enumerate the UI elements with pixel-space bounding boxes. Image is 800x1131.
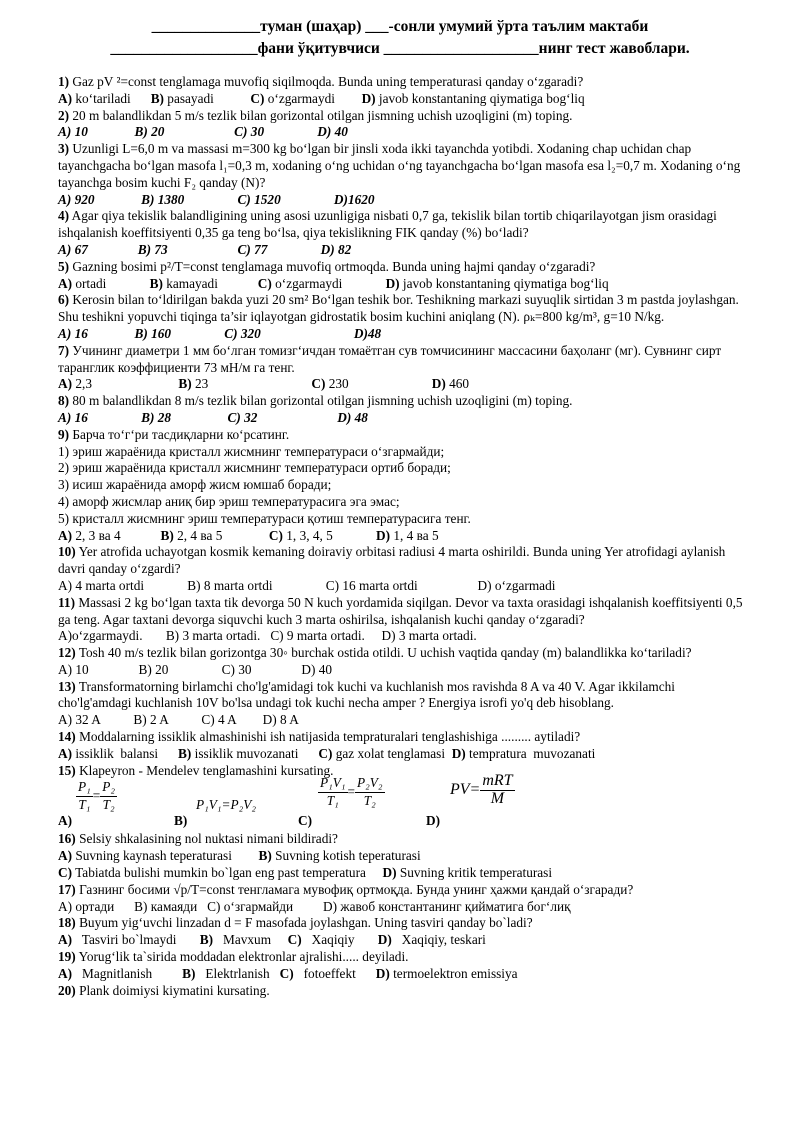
option-letter: C) — [318, 745, 333, 761]
header-teacher-line: ___________________фани ўқитувчиси ____________________нинг тест жавоблари. — [110, 40, 690, 57]
option-letter: C) — [287, 932, 302, 948]
option-text: javob konstantaning qiymatiga bog‘liq — [375, 90, 585, 106]
option-text: Suvning kotish teperaturasi — [271, 848, 421, 864]
option-letter: B) — [149, 275, 163, 291]
denominator: T₂ — [363, 793, 376, 809]
question-20 — [58, 983, 748, 1000]
question-12 — [58, 645, 748, 662]
numerator: P₂V₂ — [355, 775, 385, 793]
option-text: 1, 3, 4, 5 — [282, 527, 377, 543]
option-letter: A) — [58, 812, 73, 828]
option-letter: C) — [268, 527, 283, 543]
equals-sign: = — [92, 788, 101, 804]
option-text: termoelektron emissiya — [389, 965, 518, 981]
option-text: 460 — [445, 376, 470, 392]
option-letter: A) — [58, 745, 73, 761]
question-text: Selsiy shkalasining nol nuktasi nimani bildiradi? — [79, 831, 338, 847]
option-text: 2, 4 ва 5 — [173, 527, 269, 543]
option-letter: D) — [426, 812, 441, 828]
question-number: 5) — [58, 258, 70, 274]
question-6 — [58, 292, 748, 326]
question-18 — [58, 915, 748, 932]
answer-options: A)o‘zgarmaydi. B) 3 marta ortadi. C) 9 marta ortadi. D) 3 marta ortadi. — [58, 628, 477, 644]
question-text: Klapeyron - Mendelev tenglamashini kursating. — [79, 762, 334, 778]
question-number: 8) — [58, 393, 70, 409]
answer-options — [58, 376, 748, 393]
question-text: Buyum yig‘uvchi linzadan d = F masofada joylashgan. Uning tasviri qanday bo`ladi? — [79, 915, 533, 931]
question-number: 6) — [58, 292, 70, 308]
option-text: 2,3 — [72, 376, 179, 392]
statement-item: 5) кристалл жисмнинг эриш температураси қотиш температурасига тенг. — [58, 510, 471, 526]
question-1 — [58, 74, 748, 91]
question-7 — [58, 343, 748, 377]
question-16 — [58, 831, 748, 848]
question-number: 2) — [58, 107, 70, 123]
option-letter: B) — [199, 932, 214, 948]
option-letter: D) — [361, 90, 376, 106]
formula-option-a — [58, 779, 148, 831]
numerator: P₁ — [76, 779, 93, 797]
answer-options — [58, 276, 748, 293]
option-text: Suvning kritik temperaturasi — [396, 865, 553, 881]
answer-options: A) ортади B) камаяди C) оʻзгармайди D) жавоб константанинг қийматига богʻлиқ — [58, 898, 571, 914]
question-10 — [58, 544, 748, 578]
answer-options — [58, 966, 748, 983]
question-text: 20 m balandlikdan 5 m/s tezlik bilan gorizontal otilgan jismning uchish uzoqligini (m) toping. — [72, 107, 573, 123]
question-text: Kerosin bilan to‘ldirilgan bakda yuzi 20 sm² Bo‘lgan teshik bor. Teshikning markazi suyuqlik sirtidan 3 m pastda joylashgan. Shu teshikni yopuvchi tiqinga ta’sir iqlayotgan gidrostatik bosim kuchini aniqlang (N). ρₖ=800 kg/m³, g=10 N/kg. — [58, 292, 739, 325]
option-letter: B) — [174, 812, 188, 828]
question-text: Gaz pV ²=const tenglamaga muvofiq siqilmoqda. Bunda uning temperaturasi qanday o‘zgaradi? — [72, 74, 584, 89]
answer-options — [58, 848, 748, 865]
option-text: issiklik muvozanati — [191, 745, 319, 761]
question-text: Барча тоʻгʻри тасдиқларни коʻрсатинг. — [72, 426, 290, 442]
option-letter: C) — [257, 275, 272, 291]
option-letter: B) — [160, 527, 174, 543]
question-text: Massasi 2 kg bo‘lgan taxta tik devorga 50 N kuch yordamida siqilgan. Devor va taxta orasidagi ishqalanish koeffitsiyenti 0,5 ga teng. Agar taxtani devorga siquvchi kuch 3 marta oshirilsa, ishqalanish kuchi qanday o‘zgaradi? — [58, 594, 743, 627]
question-text: Учининг диаметри 1 мм боʻлган томизгʻичдан томаётган сув томчисининг массасини баҳоланг (мг). Сувнинг сирт таранглик коэффициенти 73 мН/м га тенг. — [58, 342, 722, 375]
answer-options — [58, 865, 748, 882]
question-13 — [58, 679, 748, 713]
answer-options: A) 16 B) 28 C) 32 D) 48 — [58, 409, 368, 425]
question-8 — [58, 393, 748, 410]
denominator: T₁ — [78, 797, 91, 813]
option-text: Elektrlanish — [195, 965, 280, 981]
option-letter: D) — [376, 527, 391, 543]
formula-option-b — [174, 779, 304, 831]
header-school-line: ______________туман (шаҳар) ___-сонли умумий ўрта таълим мактаби — [151, 18, 649, 35]
question-19 — [58, 949, 748, 966]
option-text: 230 — [325, 376, 432, 392]
option-text: Xaqiqiy — [301, 932, 378, 948]
question-11 — [58, 595, 748, 629]
option-text: Tabiatda bulishi mumkin bo`lgan eng past temperatura — [72, 865, 383, 881]
question-number: 14) — [58, 729, 76, 745]
option-text: o‘zgarmaydi — [271, 275, 386, 291]
question-9 — [58, 427, 748, 444]
question-17 — [58, 882, 748, 899]
option-text: ko‘tariladi — [72, 90, 151, 106]
question-text: Uzunligi L=6,0 m va massasi m=300 kg bo‘lgan bir jinsli xoda ikki tayanchda yotibdi. Xodaning chap uchidan chap tayanchgacha bo‘lgan masofa l₁=0,3 m, xodaning o‘ng uchidan o‘ng tayanchgacha bo‘lgan masofa esa l₂=0,7 m. Xodaning o‘ng tayanchga bosim kuchi F₂ qanday (N)? — [58, 141, 741, 190]
numerator: P₂ — [100, 779, 117, 797]
numerator: mRT — [482, 772, 513, 790]
question-number: 9) — [58, 426, 70, 442]
question-14 — [58, 729, 748, 746]
answer-options: A) 67 B) 73 C) 77 D) 82 — [58, 241, 352, 257]
question-text: Gazning bosimi p²/T=const tenglamaga muvofiq ortmoqda. Bunda uning hajmi qanday o‘zgaradi? — [72, 258, 596, 274]
question-number: 15) — [58, 762, 76, 778]
question-text: Plank doimiysi kiymatini kursating. — [79, 982, 270, 998]
answer-options: A) 10 B) 20 C) 30 D) 40 — [58, 661, 333, 677]
questions-list — [58, 74, 748, 999]
formula-lhs: PV= — [450, 781, 481, 799]
statement-item: 4) аморф жисмлар аниқ бир эриш температурасига эга эмас; — [58, 493, 400, 509]
option-text: Mavxum — [213, 932, 288, 948]
option-letter: A) — [58, 965, 73, 981]
option-text: Magnitlanish — [72, 965, 183, 981]
answer-options — [58, 746, 748, 763]
question-text: Газнинг босими √p/T=const тенгламага мувофиқ ортмоқда. Бунда унинг ҳажми қандай оʻзгаради? — [79, 881, 634, 897]
option-letter: C) — [250, 90, 265, 106]
question-number: 11) — [58, 594, 75, 610]
option-text: issiklik balansi — [72, 745, 179, 761]
option-text: Tasviri bo`lmaydi — [72, 932, 200, 948]
question-text: Transformatorning birlamchi cho'lg'amidagi tok kuchi va kuchlanish mos ravishda 8 A va 40 V. Agar ikkilamchi cho'lg'amdagi kuchlanish 10V bo'lsa undagi tok kuchi necha amper ? Energiya isrofi yo'q deb hisoblang. — [58, 678, 675, 711]
question-text: Yorug‘lik ta`sirida moddadan elektronlar ajralishi..... deyiladi. — [78, 949, 409, 965]
option-text: 2, 3 ва 4 — [72, 527, 161, 543]
question-number: 17) — [58, 881, 76, 897]
numerator: P₁V₁ — [318, 775, 348, 793]
fraction — [480, 773, 514, 808]
answer-options: A) 10 B) 20 C) 30 D) 40 — [58, 124, 348, 140]
formula: P₁V₁=P₂V₂ — [196, 797, 256, 813]
question-text: Yer atrofida uchayotgan kosmik kemaning doiraviy orbitasi radiusi 4 marta oshirildi. Bunda uning Yer atrofidagi aylanish davri qanday o‘zgardi? — [58, 544, 726, 577]
option-text: gaz xolat tenglamasi — [332, 745, 452, 761]
denominator: T₁ — [326, 793, 339, 809]
answer-options — [58, 932, 748, 949]
question-15 — [58, 763, 748, 780]
statement-item: 1) эриш жараёнида кристалл жисмнинг температураси оʻзгармайди; — [58, 443, 445, 459]
option-text: fotoeffekt — [293, 965, 376, 981]
option-text: pasayadi — [163, 90, 251, 106]
question-number: 12) — [58, 645, 76, 661]
option-letter: D) — [451, 745, 466, 761]
option-text: o‘zgarmaydi — [264, 90, 362, 106]
option-text: Suvning kaynash teperaturasi — [72, 848, 259, 864]
fraction — [76, 779, 93, 814]
option-letter: D) — [375, 965, 390, 981]
question-number: 7) — [58, 342, 70, 358]
denominator: M — [490, 790, 505, 808]
option-letter: C) — [298, 812, 313, 828]
option-letter: C) — [279, 965, 294, 981]
answer-options: A) 16 B) 160 C) 320 D)48 — [58, 325, 382, 341]
option-text: 23 — [191, 376, 312, 392]
option-letter: C) — [58, 865, 73, 881]
formula-option-c — [298, 775, 428, 831]
formula-option-d — [426, 772, 566, 831]
option-letter: D) — [385, 275, 400, 291]
statement-item: 3) исиш жараёнида аморф жисм юмшаб боради; — [58, 477, 332, 493]
option-letter: D) — [377, 932, 392, 948]
option-letter: A) — [58, 848, 73, 864]
fraction — [100, 779, 117, 814]
question-number: 13) — [58, 678, 76, 694]
option-text: Xaqiqiy, teskari — [391, 932, 486, 948]
question-number: 1) — [58, 74, 70, 89]
statement-item: 2) эриш жараёнида кристалл жисмнинг температураси ортиб боради; — [58, 460, 451, 476]
option-text: ortadi — [72, 275, 150, 291]
formula-options — [58, 772, 748, 831]
question-number: 18) — [58, 915, 76, 931]
question-2 — [58, 108, 748, 125]
answer-options — [58, 91, 748, 108]
question-number: 20) — [58, 982, 76, 998]
option-text: javob konstantaning qiymatiga bog‘liq — [399, 275, 609, 291]
question-3 — [58, 141, 748, 191]
question-text: Tosh 40 m/s tezlik bilan gorizontga 30◦ burchak ostida otildi. U uchish vaqtida qanday (m) balandlikka ko‘tariladi? — [78, 645, 692, 661]
answer-options: A) 4 marta ortdi B) 8 marta ortdi C) 16 marta ortdi D) o‘zgarmadi — [58, 577, 556, 593]
option-letter: D) — [431, 376, 446, 392]
option-text: 1, 4 ва 5 — [390, 527, 439, 543]
option-letter: B) — [258, 848, 272, 864]
option-letter: B) — [178, 745, 192, 761]
question-text: Moddalarning issiklik almashinishi ish natijasida tempraturalari tenglashishiga ......... aytiladi? — [79, 729, 581, 745]
question-number: 10) — [58, 544, 76, 560]
option-text: kamayadi — [162, 275, 258, 291]
answer-options: A) 32 A B) 2 A C) 4 A D) 8 A — [58, 712, 299, 728]
answer-options — [58, 528, 748, 545]
denominator: T₂ — [102, 797, 115, 813]
option-letter: C) — [311, 376, 326, 392]
option-letter: B) — [178, 376, 192, 392]
answer-options: A) 920 B) 1380 C) 1520 D)1620 — [58, 191, 375, 207]
fraction — [318, 775, 348, 810]
question-number: 16) — [58, 831, 76, 847]
equals-sign: = — [347, 784, 355, 800]
option-letter: A) — [58, 376, 73, 392]
option-letter: D) — [382, 865, 397, 881]
option-letter: A) — [58, 932, 73, 948]
question-5 — [58, 259, 748, 276]
option-letter: A) — [58, 275, 73, 291]
question-number: 19) — [58, 949, 76, 965]
option-letter: A) — [58, 527, 73, 543]
question-number: 4) — [58, 208, 70, 224]
option-text: tempratura muvozanati — [465, 745, 596, 761]
option-letter: B) — [182, 965, 196, 981]
question-text: 80 m balandlikdan 8 m/s tezlik bilan gorizontal otilgan jismning uchish uzoqligini (m) toping. — [72, 393, 573, 409]
option-letter: A) — [58, 90, 73, 106]
question-4 — [58, 208, 748, 242]
fraction — [355, 775, 385, 810]
option-letter: B) — [150, 90, 164, 106]
question-number: 3) — [58, 141, 70, 157]
question-text: Agar qiya tekislik balandligining uning asosi uzunligiga nisbati 0,7 ga, tekislik bilan tortib chiqarilayotgan jism orasidagi ishqalanish koeffitsiyenti 0,35 ga teng bo‘lsa, qiya tekislikning FIK qanday (%) bo‘ladi? — [58, 208, 717, 241]
